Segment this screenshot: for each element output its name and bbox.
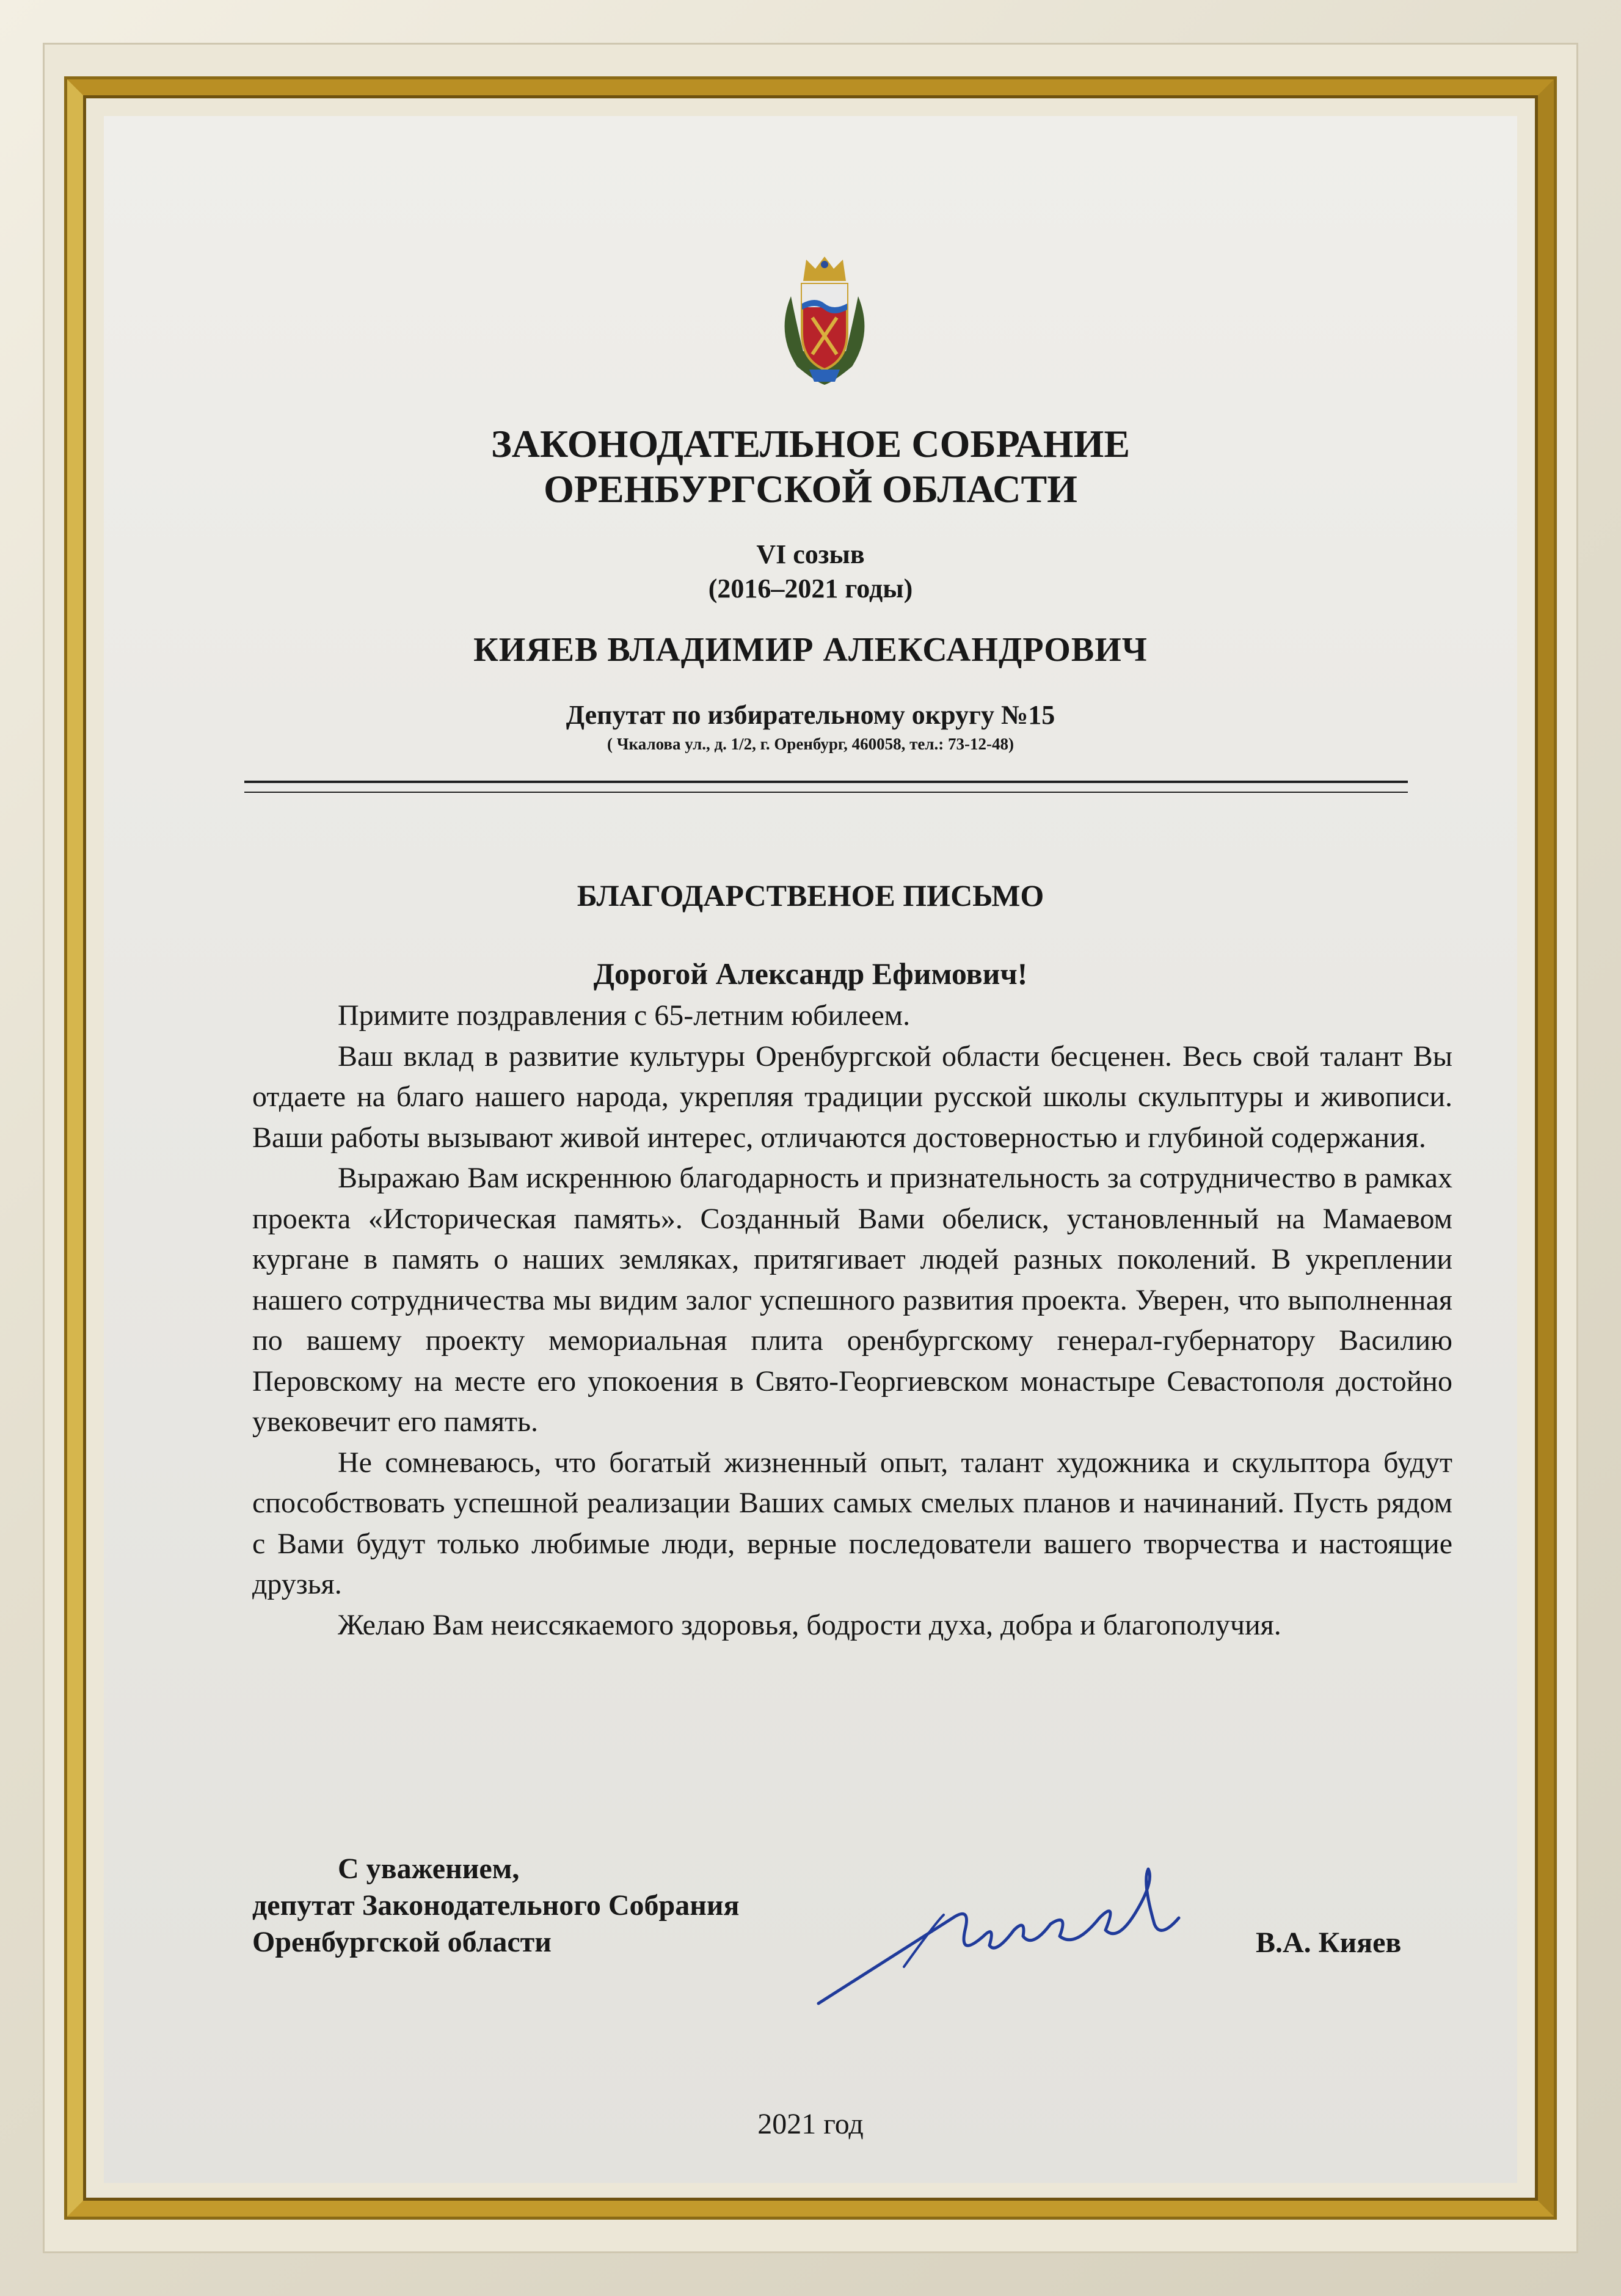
convocation-block [0,538,1621,606]
paragraph: Желаю Вам неиссякаемого здоровья, бодрости духа, добра и благополучия. [338,1608,1281,1641]
deputy-name: КИЯЕВ ВЛАДИМИР АЛЕКСАНДРОВИЧ [473,631,1148,669]
convocation-years: (2016–2021 годы) [708,574,913,603]
coat-of-arms-icon [779,253,870,388]
letter-year: 2021 год [757,2108,864,2140]
deputy-district: Депутат по избирательному округу №15 [566,700,1055,730]
deputy-address: ( Чкалова ул., д. 1/2, г. Оренбург, 460058, тел.: 73-12-48) [607,735,1014,753]
paragraph: Ваш вклад в развитие культуры Оренбургской области бесценен. Весь свой талант Вы отдаете на благо нашего народа, укрепляя традиции русской школы скульптуры и живописи. Ваши работы вызывают живой интерес, отличаются достоверностью и глубиной содержания. [252,1040,1452,1154]
signer-name: В.А. Кияев [1256,1926,1402,1959]
closing-regards: С уважением, [338,1853,520,1885]
convocation: VI созыв [756,539,865,569]
header-divider-thin [244,792,1408,793]
paragraph: Примите поздравления с 65-летним юбилеем. [338,999,911,1032]
assembly-title-line2: ОРЕНБУРГСКОЙ ОБЛАСТИ [544,467,1077,511]
salutation: Дорогой Александр Ефимович! [593,957,1028,991]
assembly-title-line1: ЗАКОНОДАТЕЛЬНОЕ СОБРАНИЕ [490,422,1131,465]
assembly-title [0,421,1621,512]
header-divider-thick [244,781,1408,783]
paragraph: Не сомневаюсь, что богатый жизненный опыт, талант художника и скульптора будут способствовать успешной реализации Ваших самых смелых планов и начинаний. Пусть рядом с Вами будут только любимые люди, верные последователи вашего творчества и настоящие друзья. [252,1446,1452,1600]
paragraph: Выражаю Вам искреннюю благодарность и признательность за сотрудничество в рамках проекта «Историческая память». Созданный Вами обелиск, установленный на Мамаевом кургане в память о наших земляках, притягивает людей разных поколений. В укреплении нашего сотрудничества мы видим залог успешного развития проекта. Уверен, что выполненная по вашему проекту мемориальная плита оренбургскому генерал-губернатору Василию Перовскому на месте его упокоения в Свято-Георгиевском монастыре Севастополя достойно увековечит его память. [252,1162,1452,1438]
letter-body [252,996,1452,1645]
closing-position: депутат Законодательного Собрания [252,1889,740,1922]
handwritten-signature [812,1857,1228,2016]
letter-title: БЛАГОДАРСТВЕНОЕ ПИСЬМО [577,878,1044,913]
closing-region: Оренбургской области [252,1926,552,1958]
closing-block [252,1851,740,1961]
